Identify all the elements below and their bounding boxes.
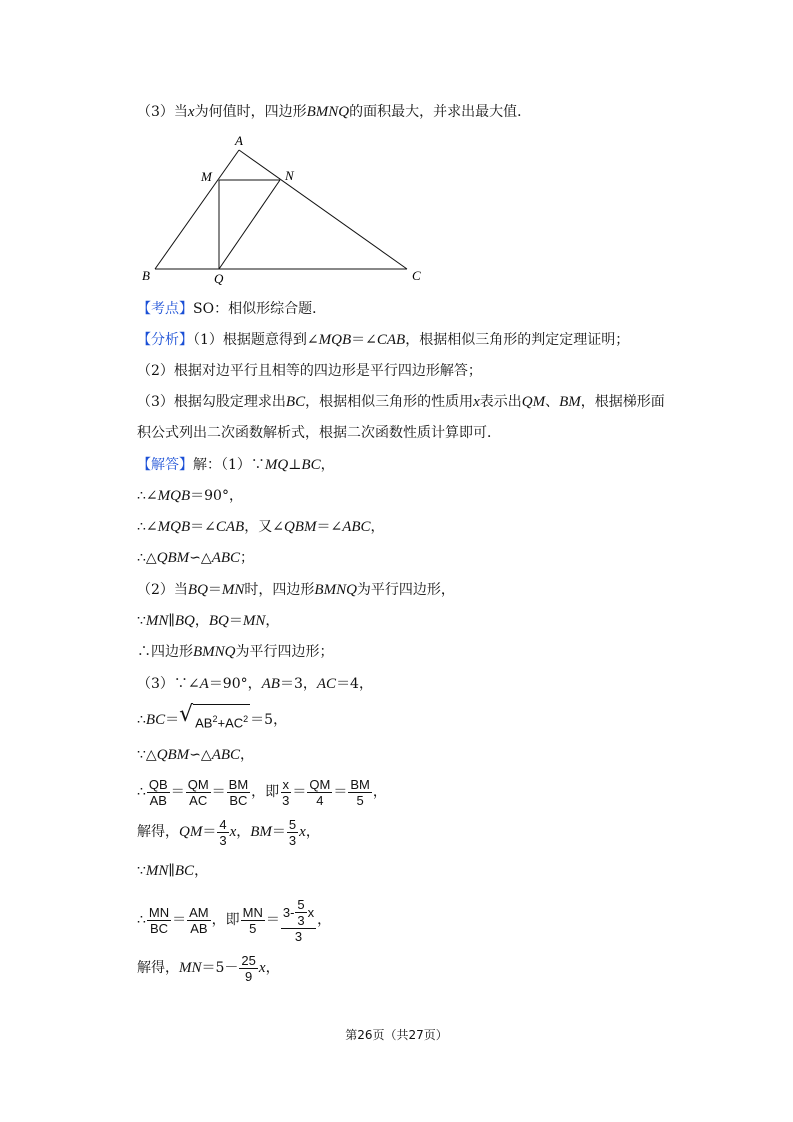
label-N: N	[285, 168, 294, 183]
kaodian: 【考点】SO：相似形综合题．	[137, 301, 327, 317]
fraction: $\frac{5}{3}$	[297, 896, 305, 928]
jieda-line-7: ∴四边形BMNQ为平行四边形；	[137, 644, 334, 660]
fraction: $\frac{BM}{BC}$	[228, 776, 249, 808]
fraction: $\frac{MN}{BC}$	[148, 904, 170, 936]
fenxi-line-4: 积公式列出二次函数解析式，根据二次函数性质计算即可．	[137, 425, 501, 441]
fraction: $\frac{25}{9}$	[241, 952, 256, 984]
fenxi-line-3: （3）根据勾股定理求出BC，根据相似三角形的性质用x表示出QM、BM，根据梯形面	[137, 394, 665, 410]
jieda-line-15: 解得，MN＝5－ $\frac{25}{9}$ x，	[137, 952, 280, 984]
sqrt-expression: √ $AB^2+AC^2$	[179, 704, 250, 736]
label-C: C	[412, 268, 421, 283]
jieda-line-6: ∵MN∥BQ，BQ＝MN，	[137, 613, 280, 629]
jieda-line-3: ∴∠MQB＝∠CAB，又∠QBM＝∠ABC，	[137, 519, 385, 535]
fraction: $\frac{x}{3}$	[282, 776, 290, 808]
fraction: $\frac{AM}{AB}$	[189, 904, 209, 936]
jieda-line-9: ∴BC＝ √ $AB^2+AC^2$ ＝5，	[137, 704, 287, 736]
jieda-line-4: ∴△QBM∽△ABC；	[137, 550, 255, 566]
fraction: $\frac{QM}{AC}$	[187, 776, 209, 808]
fenxi-line-1: 【分析】（1）根据题意得到∠MQB＝∠CAB，根据相似三角形的判定定理证明；	[137, 332, 630, 348]
jieda-line-2: ∴∠MQB＝90°，	[137, 488, 243, 504]
side-AC	[239, 150, 407, 269]
jieda-line-8: （3）∵∠A＝90°，AB＝3，AC＝4，	[137, 676, 373, 692]
jieda-line-1: 【解答】解：（1）∵MQ⊥BC，	[137, 457, 335, 473]
label-Q: Q	[214, 271, 224, 286]
compound-fraction: 3- $\frac{5}{3}$ x 3	[282, 896, 315, 944]
fraction: $\frac{BM}{5}$	[350, 776, 370, 808]
segment-NQ	[219, 180, 280, 269]
jieda-line-10: ∵△QBM∽△ABC，	[137, 747, 255, 763]
label-M: M	[201, 169, 212, 184]
page-footer: 第26页（共27页）	[345, 1028, 448, 1042]
jieda-line-12: 解得，QM＝ $\frac{4}{3}$ x，BM＝ $\frac{5}{3}$ x，	[137, 816, 320, 848]
fraction: $\frac{4}{3}$	[219, 816, 227, 848]
jieda-line-13: ∵MN∥BC，	[137, 863, 209, 879]
fenxi-line-2: （2）根据对边平行且相等的四边形是平行四边形解答；	[137, 363, 482, 379]
question-part3: （3）当x为何值时，四边形BMNQ的面积最大，并求出最大值．	[137, 104, 532, 120]
triangle-figure	[135, 132, 435, 287]
jieda-line-11: ∴ $\frac{QB}{AB}$ ＝ $\frac{QM}{AC}$ ＝ $\frac{BM}{BC}$ ，即 $\frac{x}{3}$ ＝ $\frac{QM}{4}$ ＝ $\frac{BM}{5}$ ，	[137, 776, 387, 808]
jieda-line-14: ∴ $\frac{MN}{BC}$ ＝ $\frac{AM}{AB}$ ，即 $\frac{MN}{5}$ ＝ 3- $\frac{5}{3}$ x 3 ，	[137, 896, 332, 944]
label-A: A	[235, 133, 243, 148]
fraction: $\frac{QB}{AB}$	[148, 776, 168, 808]
label-B: B	[142, 268, 150, 283]
fraction: $\frac{QM}{4}$	[309, 776, 331, 808]
fraction: $\frac{5}{3}$	[288, 816, 297, 848]
jieda-line-5: （2）当BQ＝MN时，四边形BMNQ为平行四边形，	[137, 582, 455, 598]
fraction: $\frac{MN}{5}$	[242, 904, 263, 936]
side-AB	[155, 150, 239, 269]
